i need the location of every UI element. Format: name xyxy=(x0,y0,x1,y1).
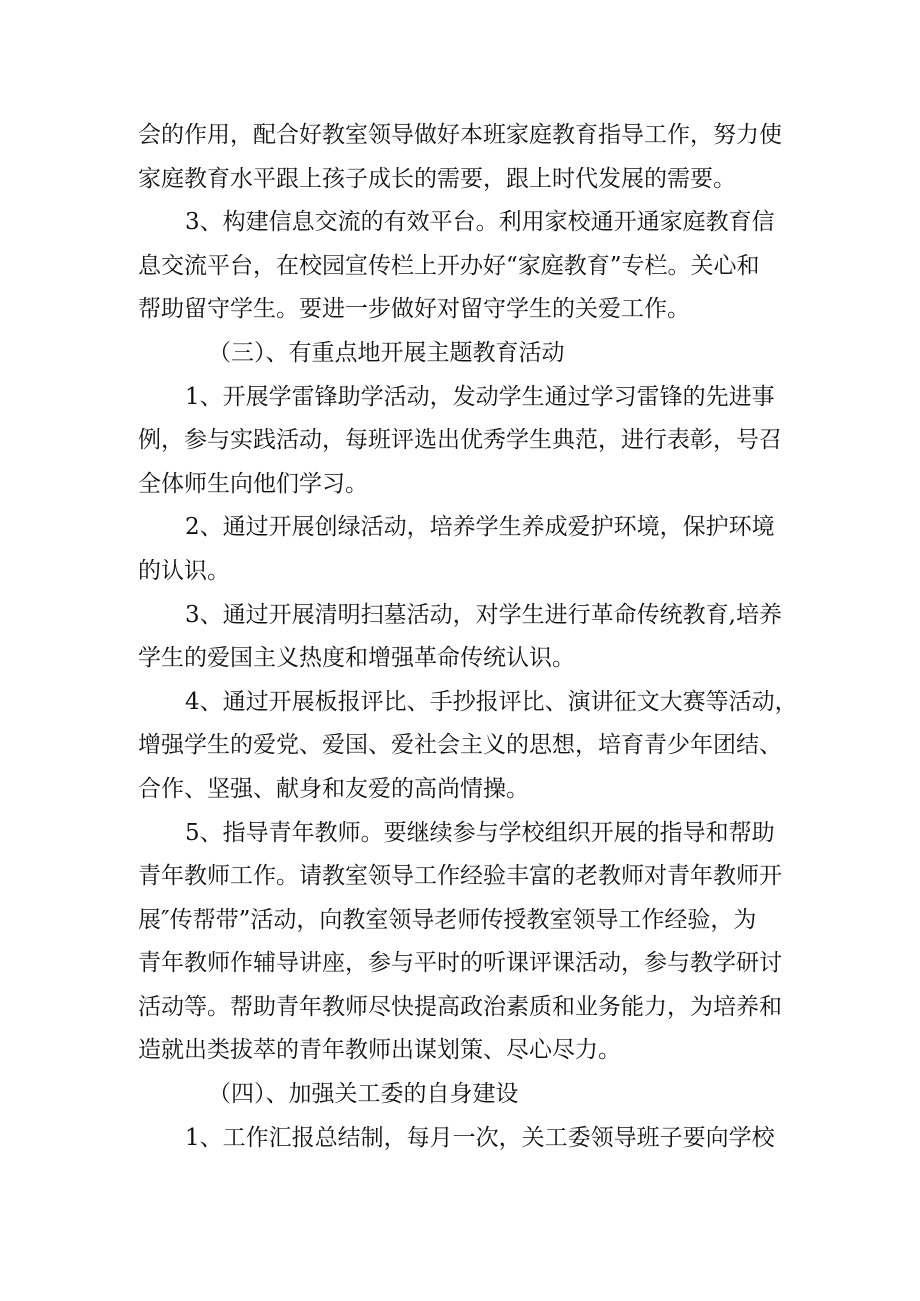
document-body xyxy=(138,114,798,1160)
paragraph-start-line: 1、工作汇报总结制，每月一次，关工委领导班子要向学校 xyxy=(185,1124,775,1151)
text-line: 会的作用，配合好教室领导做好本班家庭教育指导工作，努力使 xyxy=(138,122,782,148)
text-line: 帮助留守学生。要进一步做好对留守学生的关爱工作。 xyxy=(138,296,690,323)
paragraph-start-line: 1、开展学雷锋助学活动，发动学生通过学习雷锋的先进事 xyxy=(185,383,775,410)
text-line: 全体师生向他们学习。 xyxy=(138,470,368,497)
paragraph-start-line: 5、指导青年教师。要继续参与学校组织开展的指导和帮助 xyxy=(185,819,775,846)
text-line: 例，参与实践活动，每班评选出优秀学生典范，进行表彰，号召 xyxy=(138,427,782,454)
text-line: 增强学生的爱党、爱国、爱社会主义的思想，培育青少年团结、 xyxy=(138,732,782,759)
text-line: 青年教师工作。请教室领导工作经验丰富的老教师对青年教师开 xyxy=(138,863,782,890)
section-heading: （三）、有重点地开展主题教育活动 xyxy=(208,339,565,366)
text-line: 合作、坚强、献身和友爱的高尚情操。 xyxy=(138,775,529,802)
text-line: 青年教师作辅导讲座，参与平时的听课评课活动，参与教学研讨 xyxy=(138,950,782,977)
paragraph-start-line: 3、通过开展清明扫墓活动，对学生进行革命传统教育,培养 xyxy=(185,601,782,628)
text-line: 造就出类拔萃的青年教师出谋划策、尽心尽力。 xyxy=(138,1037,621,1064)
text-line: 家庭教育水平跟上孩子成长的需要，跟上时代发展的需要。 xyxy=(138,165,736,192)
paragraph-start-line: 4、通过开展板报评比、手抄报评比、演讲征文大赛等活动， xyxy=(185,688,798,715)
text-line: 息交流平台，在校园宣传栏上开办好“家庭教育”专栏。关心和 xyxy=(138,252,760,279)
text-line: 活动等。帮助青年教师尽快提高政治素质和业务能力，为培养和 xyxy=(138,993,782,1020)
paragraph-start-line: 3、构建信息交流的有效平台。利用家校通开通家庭教育信 xyxy=(185,209,775,236)
text-line: 的认识。 xyxy=(138,557,230,584)
section-heading: （四）、加强关工委的自身建设 xyxy=(208,1081,519,1108)
text-line: 学生的爱国主义热度和增强革命传统认识。 xyxy=(138,645,575,672)
text-line: 展″传帮带”活动，向教室领导老师传授教室领导工作经验，为 xyxy=(138,906,757,933)
paragraph-start-line: 2、通过开展创绿活动，培养学生养成爱护环境，保护环境 xyxy=(185,514,775,541)
